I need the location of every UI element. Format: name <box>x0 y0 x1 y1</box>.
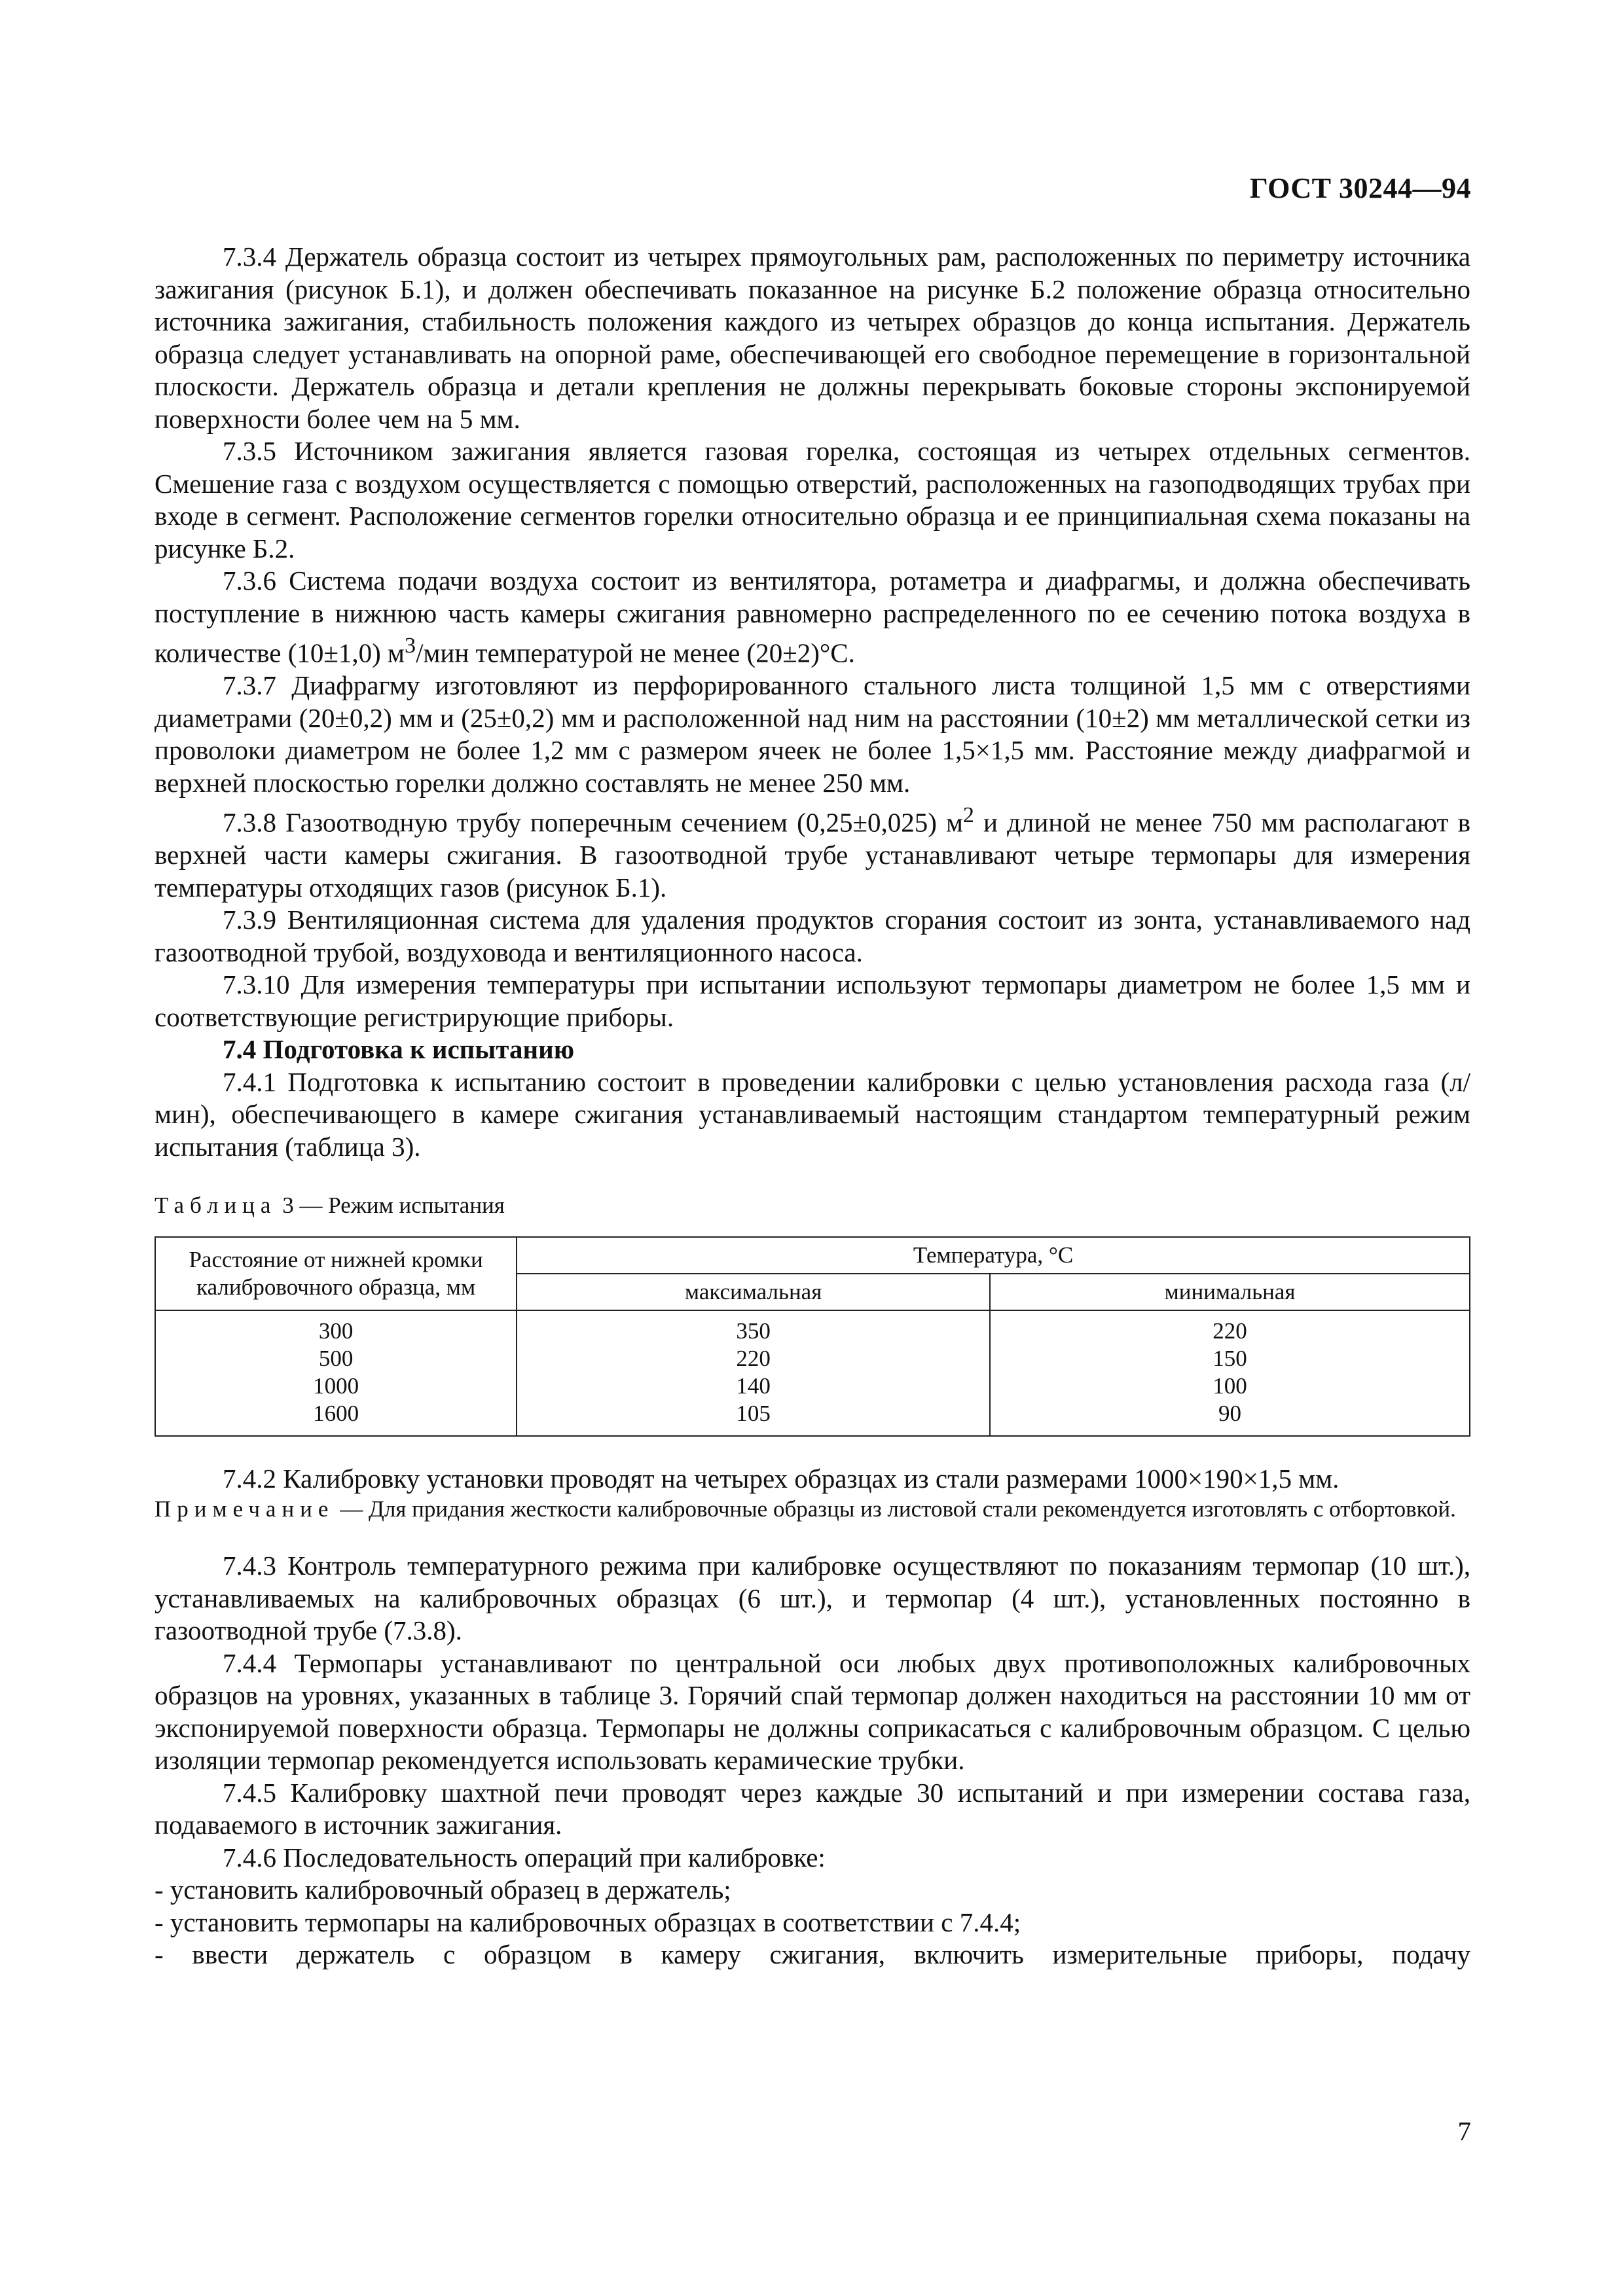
table-cell: 105 <box>736 1400 771 1426</box>
section-heading-7-4: 7.4 Подготовка к испытанию <box>223 1034 575 1065</box>
paragraph-7-3-10: 7.3.10 Для измерения температуры при испытании используют термопары диаметром не более 1,5 мм и соответствующие регистрирующие приборы. <box>155 969 1470 1032</box>
list-item: - ввести держатель с образцом в камеру сжигания, включить измерительные приборы, подачу <box>155 1939 1470 1970</box>
paragraph-7-4-6: 7.4.6 Последовательность операций при калибровке: <box>223 1842 826 1873</box>
paragraph-7-4-5: 7.4.5 Калибровку шахтной печи проводят через каждые 30 испытаний и при измерении состава газа, подаваемого в источник зажигания. <box>155 1777 1470 1840</box>
paragraph-7-3-6 <box>155 565 1470 670</box>
list-item: - установить калибровочный образец в держатель; <box>155 1874 731 1905</box>
page-body <box>155 241 1470 1971</box>
superscript-3: 3 <box>404 634 416 658</box>
note-label: Примечание <box>155 1496 335 1522</box>
distance-column <box>155 1310 517 1436</box>
test-mode-table <box>155 1236 1470 1437</box>
paragraph-7-3-4: 7.3.4 Держатель образца состоит из четырех прямоугольных рам, расположенных по периметру источника зажигания (рисунок Б.1), и должен обеспечивать показанное на рисунке Б.2 положение образца относительно источника зажигания, стабильность положения каждого из четырех образцов до конца испытания. Держатель образца следует устанавливать на опорной раме, обеспечивающей его свободное перемещение в горизонтальной плоскости. Держатель образца и детали крепления не должны перекрывать боковые стороны экспонируемой поверхности более чем на 5 мм. <box>155 242 1470 434</box>
paragraph-7-3-6-text: 7.3.6 Система подачи воздуха состоит из вентилятора, ротаметра и диафрагмы, и должна обеспечивать поступление в нижнюю часть камеры сжигания равномерно распределенного по ее сечению потока воздуха в количестве (10±1,0) м <box>155 565 1470 668</box>
note <box>155 1495 1470 1524</box>
page-number: 7 <box>1457 2116 1471 2146</box>
paragraph-7-3-6-tail: /мин температурой не менее (20±2)°С. <box>416 637 855 668</box>
superscript-2: 2 <box>962 803 974 828</box>
spacer <box>155 1437 1470 1463</box>
max-temp-column <box>517 1310 990 1436</box>
paragraph-7-3-8-text: 7.3.8 Газоотводную трубу поперечным сечением (0,25±0,025) м <box>223 807 963 838</box>
col-header-distance: Расстояние от нижней кромки калибровочного образца, мм <box>155 1237 517 1310</box>
table-caption-word: Таблица <box>155 1193 277 1219</box>
paragraph-7-4-2: 7.4.2 Калибровку установки проводят на четырех образцах из стали размерами 1000×190×1,5 мм. <box>223 1463 1340 1494</box>
spacer <box>155 1524 1470 1550</box>
table-cell: 90 <box>1218 1400 1242 1426</box>
table-cell: 220 <box>736 1345 771 1371</box>
paragraph-7-4-4: 7.4.4 Термопары устанавливают по центральной оси любых двух противоположных калибровочных образцов на уровнях, указанных в таблице 3. Горячий спай термопар должен находиться на расстоянии 10 мм от экспонируемой поверхности образца. Термопары не должны соприкасаться с калибровочным образцом. С целью изоляции термопар рекомендуется использовать керамические трубки. <box>155 1647 1470 1776</box>
paragraph-7-3-5: 7.3.5 Источником зажигания является газовая горелка, состоящая из четырех отдельных сегментов. Смешение газа с воздухом осуществляется с помощью отверстий, расположенных на газоподводящих трубах при входе в сегмент. Расположение сегментов горелки относительно образца и ее принципиальная схема показаны на рисунке Б.2. <box>155 436 1470 564</box>
table-cell: 100 <box>1213 1372 1247 1399</box>
table-cell: 300 <box>318 1318 354 1344</box>
paragraph-7-3-9: 7.3.9 Вентиляционная система для удаления продуктов сгорания состоит из зонта, устанавливаемого над газоотводной трубой, воздуховода и вентиляционного насоса. <box>155 905 1470 967</box>
min-temp-column <box>990 1310 1470 1436</box>
col-header-min: минимальная <box>990 1274 1470 1310</box>
table-caption <box>155 1189 1470 1222</box>
paragraph-7-4-1: 7.4.1 Подготовка к испытанию состоит в проведении калибровки с целью установления расхода газа (л/мин), обеспечивающего в камере сжигания устанавливаемый настоящим стандартом температурный режим испытания (таблица 3). <box>155 1066 1470 1162</box>
document-code-header: ГОСТ 30244—94 <box>1249 172 1471 204</box>
table-cell: 150 <box>1213 1345 1247 1371</box>
paragraph-7-3-7: 7.3.7 Диафрагму изготовляют из перфорированного стального листа толщиной 1,5 мм с отверстиями диаметрами (20±0,2) мм и (25±0,2) мм и расположенной над ним на расстоянии (10±2) мм металлической сетки из проволоки диаметром не более 1,2 мм с размером ячеек не более 1,5×1,5 мм. Расстояние между диафрагмой и верхней плоскостью горелки должно составлять не менее 250 мм. <box>155 670 1470 798</box>
paragraph-7-3-8 <box>155 799 1470 904</box>
table-cell: 220 <box>1213 1318 1247 1344</box>
paragraph-7-4-3: 7.4.3 Контроль температурного режима при калибровке осуществляют по показаниям термопар (10 шт.), устанавливаемых на калибровочных образцах (6 шт.), и термопар (4 шт.), установленных постоянно в газоотводной трубе (7.3.8). <box>155 1551 1470 1646</box>
list-item: - установить термопары на калибровочных образцах в соответствии с 7.4.4; <box>155 1907 1021 1937</box>
col-header-max: максимальная <box>517 1274 990 1310</box>
table-cell: 1600 <box>313 1400 359 1426</box>
table-cell: 350 <box>736 1318 771 1344</box>
table-cell: 1000 <box>313 1372 359 1399</box>
table-cell: 140 <box>736 1372 771 1399</box>
table-cell: 500 <box>318 1345 354 1371</box>
table-caption-title: 3 — Режим испытания <box>276 1193 505 1219</box>
paragraph-7-3-8-tail: и длиной не менее 750 мм располагают в верхней части камеры сжигания. В газоотводной трубе устанавливают четыре термопары для измерения температуры отходящих газов (рисунок Б.1). <box>155 807 1470 903</box>
col-group-header-temperature: Температура, °С <box>517 1237 1470 1274</box>
note-text: — Для придания жесткости калибровочные образцы из листовой стали рекомендуется изготовлять с отбортовкой. <box>334 1496 1456 1522</box>
